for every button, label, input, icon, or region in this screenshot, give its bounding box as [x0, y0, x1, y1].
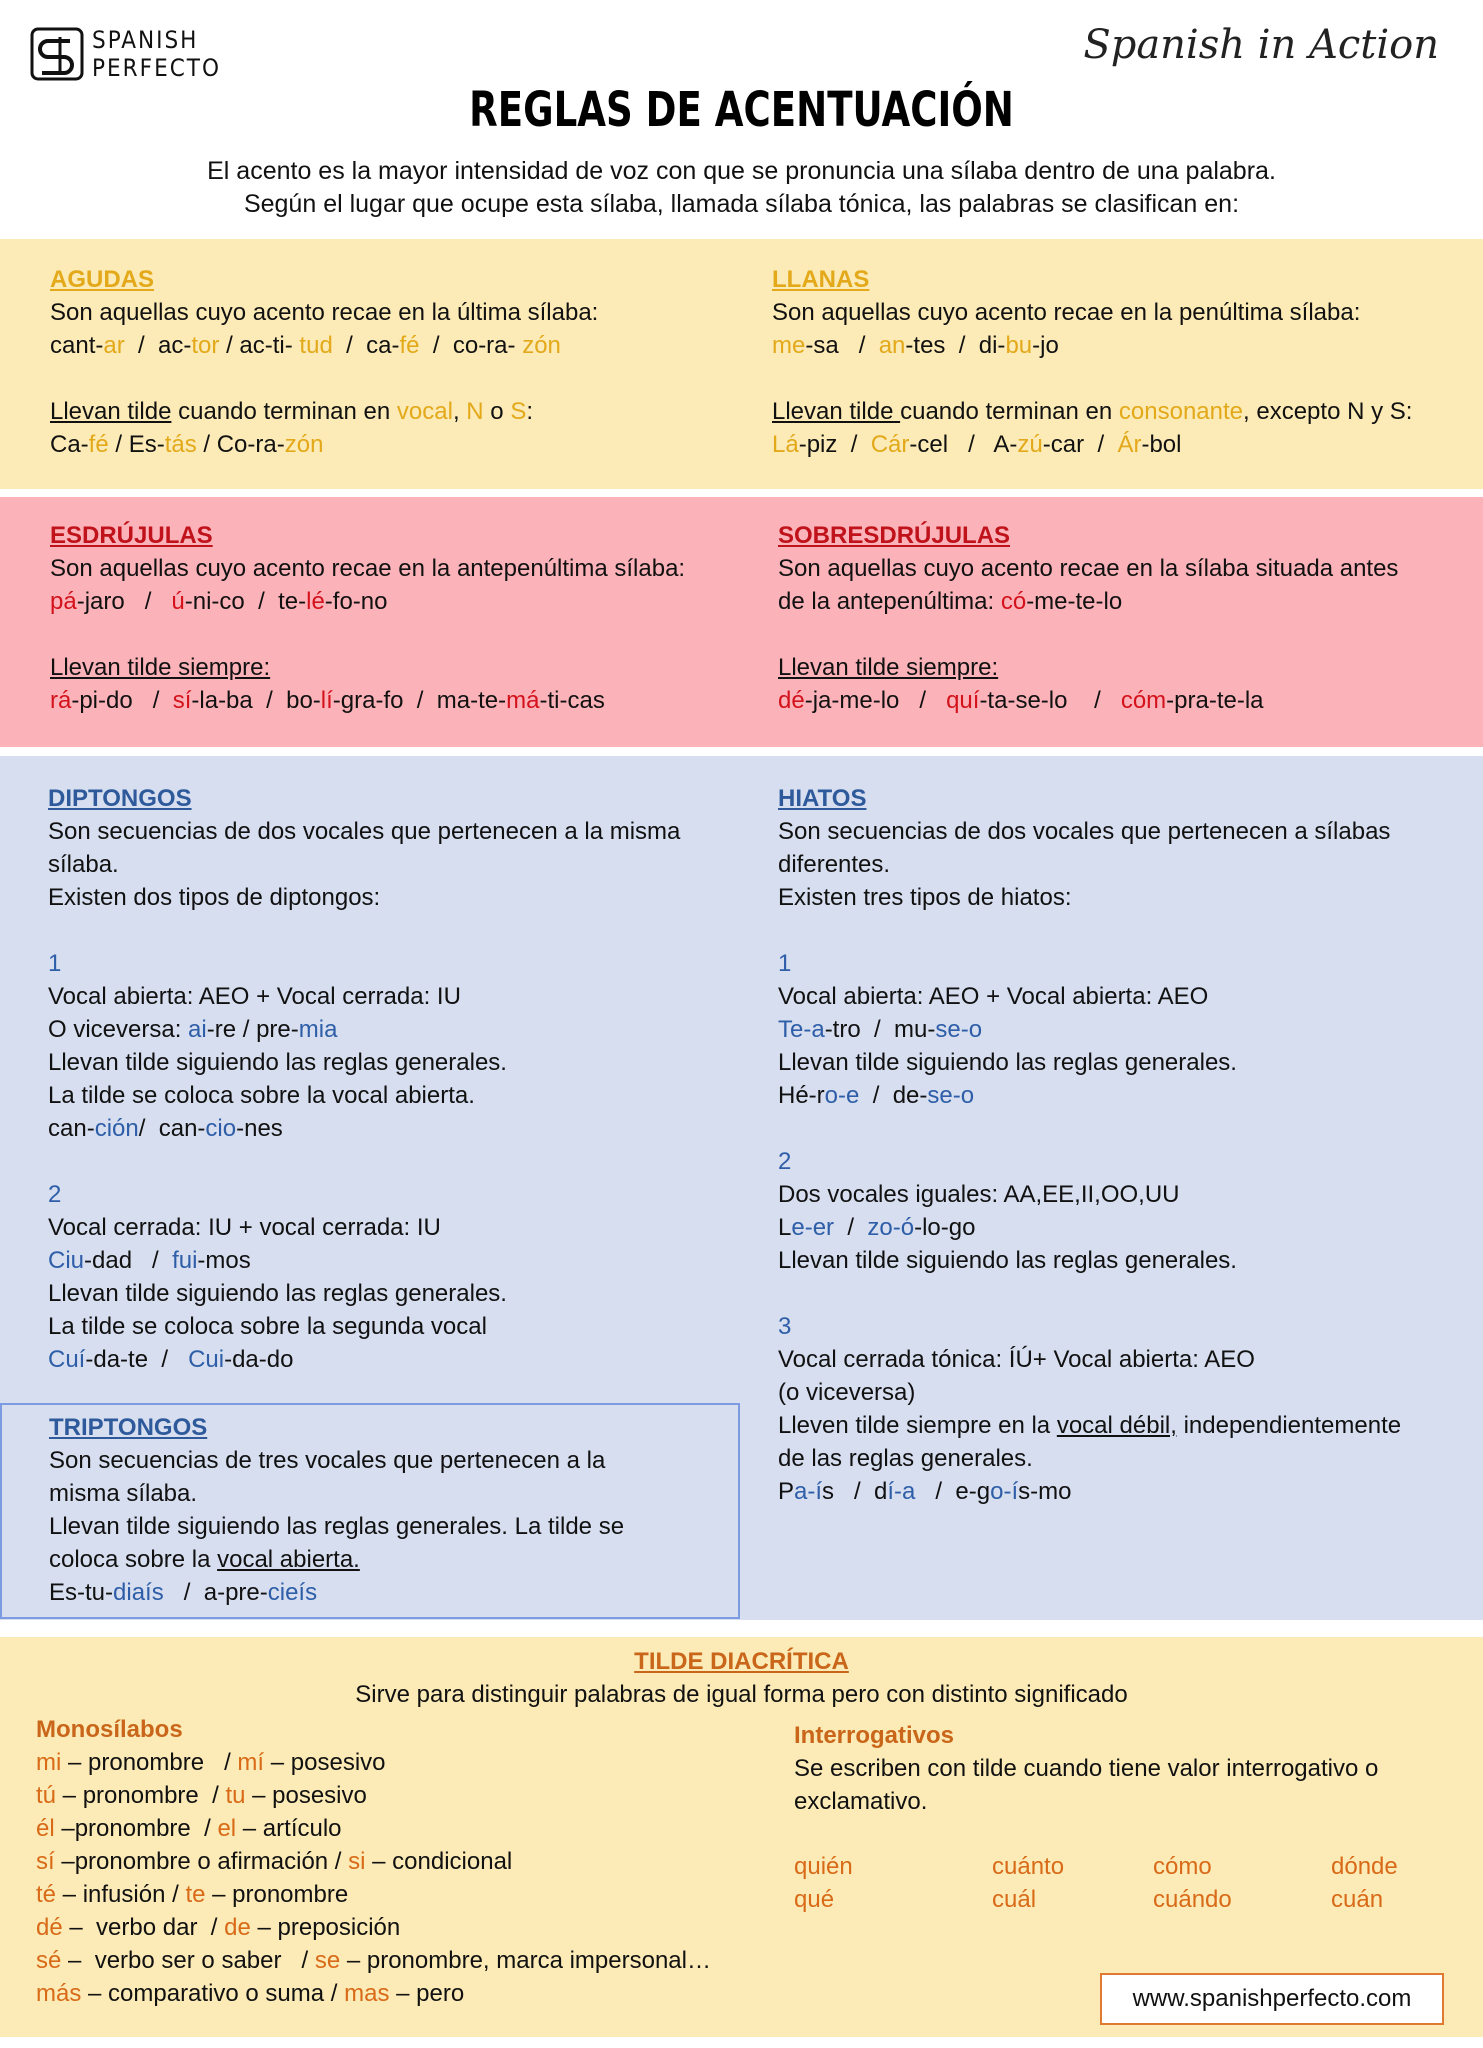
hiatos-t1a: Vocal abierta: AEO + Vocal abierta: AEO: [778, 983, 1209, 1010]
brand-logo: [30, 26, 221, 82]
interrogative-word: cuánto: [992, 1853, 1065, 1880]
mono-row: mi – pronombre / mí – posesivo: [36, 1749, 386, 1776]
agudas-definition: Son aquellas cuyo acento recae en la última sílaba:: [50, 299, 599, 326]
interrogative-word: qué: [794, 1886, 835, 1913]
triptongos-line-2: misma sílaba.: [49, 1480, 198, 1507]
diptongos-line-3: Existen dos tipos de diptongos:: [48, 884, 381, 911]
diptongos-line-1: Son secuencias de dos vocales que pertenecen a la misma: [48, 818, 681, 845]
logo-mark-icon: [30, 27, 84, 81]
hiatos-t1c: Llevan tilde siguiendo las reglas generales.: [778, 1049, 1237, 1076]
hiatos-t3b: (o viceversa): [778, 1379, 916, 1406]
mono-row: él –pronombre / el – artículo: [36, 1815, 342, 1842]
mono-row: sí –pronombre o afirmación / si – condicional: [36, 1848, 513, 1875]
interrogativos-line-2: exclamativo.: [794, 1788, 928, 1815]
hiatos-t3c: Lleven tilde siempre en la vocal débil, independientemente: [778, 1412, 1402, 1439]
mono-row: tú – pronombre / tu – posesivo: [36, 1782, 367, 1809]
esdrujulas-examples-tilde: rá-pi-do / sí-la-ba / bo-lí-gra-fo / ma-te-má-ti-cas: [50, 687, 605, 714]
interrogativos-block: [794, 1719, 1378, 1818]
diptongos-block: [48, 782, 680, 1376]
hiatos-line-2: diferentes.: [778, 851, 891, 878]
diacritica-subtitle: Sirve para distinguir palabras de igual forma pero con distinto significado: [355, 1681, 1128, 1708]
sobresdrujulas-heading: SOBRESDRÚJULAS: [778, 522, 1011, 549]
interrogative-col-3: [1153, 1850, 1232, 1916]
diptongos-line-2: sílaba.: [48, 851, 119, 878]
esdrujulas-definition: Son aquellas cuyo acento recae en la antepenúltima sílaba:: [50, 555, 686, 582]
agudas-llanas-section: [0, 239, 1483, 489]
esdrujulas-section: [0, 497, 1483, 747]
hiatos-type-1: 1: [778, 950, 792, 977]
monosilabos-block: [36, 1713, 711, 2010]
agudas-rule: Llevan tilde cuando terminan en vocal, N o S:: [50, 398, 533, 425]
diptongos-t2b: Ciu-dad / fui-mos: [48, 1247, 251, 1274]
interrogative-word: cuál: [992, 1886, 1037, 1913]
interrogative-word: dónde: [1331, 1853, 1398, 1880]
hiatos-t3d: de las reglas generales.: [778, 1445, 1033, 1472]
triptongos-line-3: Llevan tilde siguiendo las reglas generales. La tilde se: [49, 1513, 625, 1540]
mono-row: té – infusión / te – pronombre: [36, 1881, 349, 1908]
sobresdrujulas-definition-2: de la antepenúltima: có-me-te-lo: [778, 588, 1123, 615]
diptongos-t1b: O viceversa: ai-re / pre-mia: [48, 1016, 338, 1043]
llanas-block: [772, 263, 1412, 461]
esdrujulas-examples: pá-jaro / ú-ni-co / te-lé-fo-no: [50, 588, 388, 615]
hiatos-t3e: Pa-ís / dí-a / e-go-ís-mo: [778, 1478, 1072, 1505]
triptongos-line-4: coloca sobre la vocal abierta.: [49, 1546, 360, 1573]
diptongos-t1a: Vocal abierta: AEO + Vocal cerrada: IU: [48, 983, 461, 1010]
diacritica-heading: TILDE DIACRÍTICA: [634, 1648, 849, 1675]
diptongos-t2c: Llevan tilde siguiendo las reglas generales.: [48, 1280, 507, 1307]
hiatos-t3a: Vocal cerrada tónica: ÍÚ+ Vocal abierta: AEO: [778, 1346, 1255, 1373]
llanas-heading: LLANAS: [772, 266, 870, 293]
hiatos-line-3: Existen tres tipos de hiatos:: [778, 884, 1072, 911]
agudas-heading: AGUDAS: [50, 266, 155, 293]
esdrujulas-block: [50, 519, 685, 717]
triptongos-examples: Es-tu-diaís / a-pre-cieís: [49, 1579, 318, 1606]
mono-row: sé – verbo ser o saber / se – pronombre, marca impersonal…: [36, 1947, 711, 1974]
monosilabos-heading: Monosílabos: [36, 1716, 183, 1743]
intro-line-2: Según el lugar que ocupe esta sílaba, llamada sílaba tónica, las palabras se clasifican en:: [243, 190, 1240, 218]
hiatos-line-1: Son secuencias de dos vocales que pertenecen a sílabas: [778, 818, 1391, 845]
diptongos-heading: DIPTONGOS: [48, 785, 192, 812]
hiatos-type-3: 3: [778, 1313, 792, 1340]
hiatos-heading: HIATOS: [778, 785, 867, 812]
interrogative-word: cuándo: [1153, 1886, 1232, 1913]
diptongos-t2a: Vocal cerrada: IU + vocal cerrada: IU: [48, 1214, 441, 1241]
sobresdrujulas-block: [778, 519, 1398, 717]
interrogative-word: quién: [794, 1853, 853, 1880]
interrogative-col-4: [1331, 1850, 1398, 1916]
diptongos-type-2: 2: [48, 1181, 62, 1208]
llanas-definition: Son aquellas cuyo acento recae en la penúltima sílaba:: [772, 299, 1361, 326]
diptongos-t1c: Llevan tilde siguiendo las reglas generales.: [48, 1049, 507, 1076]
interrogative-col-2: [992, 1850, 1064, 1916]
triptongos-heading: TRIPTONGOS: [49, 1414, 208, 1441]
sobresdrujulas-definition-1: Son aquellas cuyo acento recae en la sílaba situada antes: [778, 555, 1399, 582]
triptongos-box: [0, 1403, 740, 1619]
esdrujulas-heading: ESDRÚJULAS: [50, 522, 213, 549]
interrogative-word: cuán: [1331, 1886, 1384, 1913]
mono-row: más – comparativo o suma / mas – pero: [36, 1980, 465, 2007]
hiatos-t1b: Te-a-tro / mu-se-o: [778, 1016, 983, 1043]
page-title: REGLAS DE ACENTUACIÓN: [469, 82, 1014, 138]
hiatos-t2c: Llevan tilde siguiendo las reglas generales.: [778, 1247, 1237, 1274]
diptongos-type-1: 1: [48, 950, 62, 977]
diptongos-t1d: La tilde se coloca sobre la vocal abierta.: [48, 1082, 475, 1109]
diptongos-t1e: can-ción/ can-cio-nes: [48, 1115, 283, 1142]
diptongos-t2d: La tilde se coloca sobre la segunda vocal: [48, 1313, 487, 1340]
interrogativos-heading: Interrogativos: [794, 1722, 955, 1749]
brand-line-2: PERFECTO: [92, 54, 221, 82]
hiatos-type-2: 2: [778, 1148, 792, 1175]
sobresdrujulas-examples: dé-ja-me-lo / quí-ta-se-lo / cóm-pra-te-la: [778, 687, 1264, 714]
triptongos-block: [49, 1411, 624, 1609]
hiatos-t2a: Dos vocales iguales: AA,EE,II,OO,UU: [778, 1181, 1180, 1208]
intro-line-1: El acento es la mayor intensidad de voz con que se pronuncia una sílaba dentro de una palabra.: [207, 157, 1276, 185]
hiatos-t2b: Le-er / zo-ó-lo-go: [778, 1214, 976, 1241]
diacritica-header: [0, 1645, 1483, 1711]
triptongos-line-1: Son secuencias de tres vocales que pertenecen a la: [49, 1447, 606, 1474]
sobresdrujulas-rule: Llevan tilde siempre:: [778, 654, 999, 681]
agudas-examples-tilde: Ca-fé / Es-tás / Co-ra-zón: [50, 431, 324, 458]
interrogativos-line-1: Se escriben con tilde cuando tiene valor interrogativo o: [794, 1755, 1379, 1782]
llanas-rule: Llevan tilde cuando terminan en consonante, excepto N y S:: [772, 398, 1413, 425]
agudas-examples: cant-ar / ac-tor / ac-ti- tud / ca-fé / co-ra- zón: [50, 332, 561, 359]
interrogative-col-1: [794, 1850, 853, 1916]
interrogative-word: cómo: [1153, 1853, 1212, 1880]
llanas-examples: me-sa / an-tes / di-bu-jo: [772, 332, 1059, 359]
website-link[interactable]: www.spanishperfecto.com: [1100, 1973, 1444, 2025]
hiatos-block: [778, 782, 1401, 1508]
diptongos-t2e: Cuí-da-te / Cui-da-do: [48, 1346, 294, 1373]
intro-text: [0, 155, 1483, 221]
hiatos-t1d: Hé-ro-e / de-se-o: [778, 1082, 975, 1109]
mono-row: dé – verbo dar / de – preposición: [36, 1914, 401, 1941]
esdrujulas-rule: Llevan tilde siempre:: [50, 654, 271, 681]
brand-line-1: SPANISH: [92, 26, 199, 54]
llanas-examples-tilde: Lá-piz / Cár-cel / A-zú-car / Ár-bol: [772, 431, 1182, 458]
brand-script: Spanish in Action: [1083, 22, 1439, 68]
agudas-block: [50, 263, 598, 461]
